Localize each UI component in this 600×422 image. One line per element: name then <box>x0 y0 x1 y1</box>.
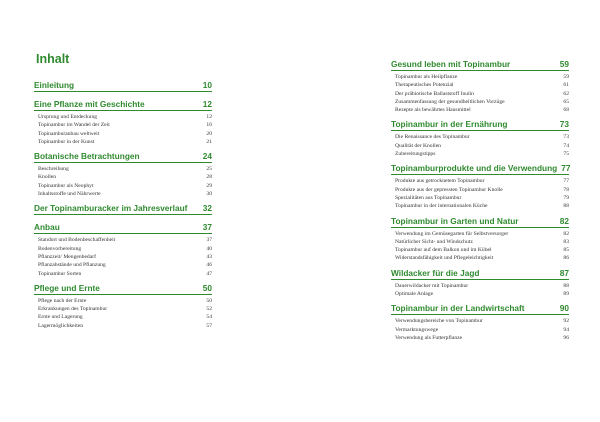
toc-entry-page: 59 <box>563 74 569 80</box>
toc-entry-title: Verwendung im Gemüsegarten für Selbstversorger <box>395 230 509 237</box>
toc-entry-title: Erkrankungen des Topinambur <box>38 306 108 313</box>
toc-entry-page: 79 <box>563 194 569 201</box>
toc-entry-title: Bodenvorbereitung <box>38 245 82 252</box>
toc-entry-page: 74 <box>563 142 569 149</box>
toc-entry-list <box>34 113 212 146</box>
toc-entry-title: Rezepte als bewährtes Hausmittel <box>395 107 471 114</box>
toc-entry-page: 65 <box>563 98 569 105</box>
toc-section-title: Botanische Betrachtungen <box>34 151 140 162</box>
toc-section-page: 12 <box>202 99 212 109</box>
toc-entry-list <box>391 133 569 158</box>
toc-entry[interactable] <box>34 130 212 138</box>
toc-entry[interactable] <box>391 90 569 98</box>
page-title: Inhalt <box>36 52 70 66</box>
toc-entry-title: Spezialitäten aus Topinambur <box>395 194 462 201</box>
toc-right-column <box>391 59 569 347</box>
toc-entry-title: Topinambur in der Kunst <box>38 138 95 145</box>
toc-section <box>34 283 212 330</box>
toc-entry-title: Vermarktungswege <box>395 326 439 333</box>
toc-section-page: 59 <box>559 59 569 69</box>
toc-entry-page: 89 <box>563 291 569 298</box>
toc-entry[interactable] <box>391 317 569 325</box>
toc-section-page: 10 <box>202 80 212 90</box>
toc-section <box>34 151 212 198</box>
toc-entry[interactable] <box>391 202 569 210</box>
toc-entry-page: 46 <box>206 262 212 269</box>
toc-section-title: Topinambur in Garten und Natur <box>391 215 519 226</box>
toc-section <box>34 222 212 277</box>
toc-section-heading[interactable] <box>34 203 212 215</box>
toc-entry-page: 82 <box>563 230 569 237</box>
toc-section-heading[interactable] <box>34 99 212 111</box>
toc-entry-page: 21 <box>206 138 212 145</box>
toc-left-column <box>34 80 212 335</box>
toc-entry-title: Widerstandsfähigkeit und Pflegeleichtigkeit <box>395 255 494 262</box>
toc-section-heading[interactable] <box>391 303 569 315</box>
toc-entry-page: 85 <box>563 247 569 254</box>
toc-entry-title: Produkte aus getrocknetem Topinambur <box>395 178 485 185</box>
toc-entry-title: Therapeutisches Potenzial <box>395 82 454 89</box>
toc-entry-page: 37 <box>206 237 212 244</box>
toc-entry-title: Pflanzabstände und Pflanzung <box>38 262 106 269</box>
toc-entry-page: 12 <box>206 114 212 120</box>
toc-entry-page: 50 <box>206 297 212 304</box>
toc-entry-page: 30 <box>206 191 212 198</box>
toc-section-heading[interactable] <box>391 59 569 71</box>
toc-section <box>391 216 569 263</box>
toc-section-heading[interactable] <box>391 119 569 131</box>
toc-section-title: Pflege und Ernte <box>34 282 100 293</box>
toc-entry-title: Verwendung als Futterpflanze <box>395 334 463 341</box>
toc-entry-page: 47 <box>206 270 212 277</box>
toc-entry[interactable] <box>34 261 212 269</box>
toc-section-page: 77 <box>561 163 571 174</box>
toc-entry-title: Zusammenfassung der gesundheitlichen Vorzüge <box>395 98 505 105</box>
toc-section-title: Einleitung <box>34 80 75 90</box>
toc-section-title: Der Topinamburacker im Jahresverlauf <box>34 203 188 214</box>
toc-section-page: 73 <box>559 119 569 130</box>
toc-entry-title: Topinambur auf dem Balkon und im Kübel <box>395 247 492 254</box>
toc-entry[interactable] <box>391 254 569 262</box>
toc-entry[interactable] <box>391 142 569 150</box>
toc-entry-title: Qualität der Knollen <box>395 142 441 149</box>
toc-entry[interactable] <box>391 106 569 114</box>
toc-section <box>34 99 212 146</box>
toc-entry-title: Dauerwildacker mit Topinambur <box>395 282 469 289</box>
toc-entry[interactable] <box>34 245 212 253</box>
toc-entry-page: 77 <box>563 178 569 185</box>
toc-entry-page: 25 <box>206 166 212 173</box>
toc-section-heading[interactable] <box>391 163 569 175</box>
toc-entry[interactable] <box>34 305 212 313</box>
toc-entry-page: 61 <box>563 82 569 89</box>
toc-entry[interactable] <box>391 238 569 246</box>
toc-section-page: 32 <box>202 203 212 214</box>
toc-section-heading[interactable] <box>34 222 212 234</box>
toc-entry-page: 96 <box>563 334 569 341</box>
toc-entry-list <box>34 297 212 330</box>
toc-entry-title: Optimale Anlage <box>395 291 434 298</box>
toc-entry-page: 75 <box>563 151 569 158</box>
toc-section-page: 50 <box>202 282 212 293</box>
toc-entry[interactable] <box>391 282 569 290</box>
toc-section <box>34 80 212 92</box>
toc-entry-title: Topinambur im Wandel der Zeit <box>38 122 110 129</box>
toc-entry-title: Topinambur in der internationalen Küche <box>395 203 488 210</box>
toc-entry-list <box>391 230 569 263</box>
toc-section-title: Eine Pflanze mit Geschichte <box>34 99 145 109</box>
toc-entry-page: 78 <box>563 186 569 193</box>
toc-entry-title: Ursprung und Entdeckung <box>38 114 98 120</box>
toc-entry-page: 88 <box>563 282 569 289</box>
toc-entry[interactable] <box>34 270 212 278</box>
toc-entry[interactable] <box>391 334 569 342</box>
toc-entry-page: 62 <box>563 90 569 97</box>
toc-entry[interactable] <box>34 121 212 129</box>
toc-entry-page: 83 <box>563 238 569 245</box>
toc-section <box>34 203 212 215</box>
toc-section-heading[interactable] <box>34 80 212 92</box>
toc-entry-title: Topinamburanbau weltweit <box>38 130 100 137</box>
toc-section-page: 82 <box>559 215 569 226</box>
toc-entry-page: 57 <box>206 322 212 329</box>
toc-entry[interactable] <box>391 326 569 334</box>
toc-entry-page: 68 <box>563 107 569 114</box>
toc-section-page: 90 <box>559 303 569 314</box>
toc-entry-page: 28 <box>206 174 212 181</box>
toc-entry[interactable] <box>391 177 569 185</box>
toc-entry[interactable] <box>34 253 212 261</box>
toc-section <box>391 268 569 299</box>
toc-entry-title: Pflege nach der Ernte <box>38 297 87 304</box>
toc-entry-title: Topinambur als Heilpflanze <box>395 74 458 80</box>
toc-entry-title: Standort und Bodenbeschaffenheit <box>38 237 116 244</box>
toc-entry[interactable] <box>391 230 569 238</box>
toc-section <box>391 163 569 210</box>
toc-section-title: Topinambur in der Landwirtschaft <box>391 303 525 314</box>
toc-section-heading[interactable] <box>34 151 212 163</box>
toc-section <box>391 303 569 342</box>
toc-section-page: 87 <box>559 267 569 278</box>
toc-section-title: Gesund leben mit Topinambur <box>391 59 511 69</box>
toc-entry[interactable] <box>34 182 212 190</box>
toc-entry-list <box>34 236 212 277</box>
toc-entry[interactable] <box>34 313 212 321</box>
toc-entry[interactable] <box>34 297 212 305</box>
toc-entry-page: 29 <box>206 182 212 189</box>
toc-entry-page: 43 <box>206 253 212 260</box>
toc-entry[interactable] <box>391 186 569 194</box>
toc-entry[interactable] <box>391 133 569 141</box>
toc-entry-title: Topinambur als Neophyt <box>38 182 94 189</box>
toc-entry[interactable] <box>391 246 569 254</box>
toc-entry-title: Inhaltsstoffe und Nährwerte <box>38 191 101 198</box>
toc-section-title: Topinamburprodukte und die Verwendung <box>391 163 558 174</box>
toc-entry[interactable] <box>34 113 212 121</box>
toc-section-heading[interactable] <box>391 216 569 228</box>
toc-entry-page: 54 <box>206 314 212 321</box>
toc-entry-page: 88 <box>563 203 569 210</box>
toc-entry-title: Knollen <box>38 174 57 181</box>
toc-section-title: Wildacker für die Jagd <box>391 267 480 278</box>
toc-entry-title: Topinambur Sorten <box>38 270 82 277</box>
toc-entry[interactable] <box>391 150 569 158</box>
toc-entry-title: Die Renaissance des Topinambur <box>395 134 470 141</box>
toc-section-page: 24 <box>202 151 212 162</box>
toc-entry[interactable] <box>391 98 569 106</box>
toc-entry[interactable] <box>34 236 212 244</box>
toc-entry[interactable] <box>391 194 569 202</box>
toc-section <box>391 59 569 114</box>
toc-entry-title: Produkte aus der gepressten Topinambur Knolle <box>395 186 503 193</box>
toc-entry[interactable] <box>34 138 212 146</box>
toc-entry-page: 40 <box>206 245 212 252</box>
toc-entry-title: Zubereitungstipps <box>395 151 436 158</box>
toc-entry-title: Der präbiotische Ballaststoff Inulin <box>395 90 474 97</box>
toc-entry[interactable] <box>34 173 212 181</box>
toc-section-heading[interactable] <box>34 283 212 295</box>
toc-entry-title: Natürlicher Sicht- und Windschutz <box>395 238 473 245</box>
toc-entry-list <box>34 165 212 198</box>
toc-entry-list <box>391 317 569 342</box>
toc-entry-title: Lagermöglichkeiten <box>38 322 84 329</box>
toc-entry-page: 16 <box>206 122 212 129</box>
toc-entry[interactable] <box>391 290 569 298</box>
toc-entry-page: 52 <box>206 306 212 313</box>
toc-entry-list <box>391 177 569 210</box>
toc-entry[interactable] <box>34 165 212 173</box>
toc-entry-page: 86 <box>563 255 569 262</box>
toc-entry-page: 20 <box>206 130 212 137</box>
toc-entry-title: Pflanzzeit/ Mengenbedarf <box>38 253 96 260</box>
toc-entry-title: Beschreibung <box>38 166 69 173</box>
toc-section-title: Anbau <box>34 222 60 233</box>
toc-entry-title: Ernte und Lagerung <box>38 314 83 321</box>
toc-entry-page: 92 <box>563 318 569 325</box>
toc-entry[interactable] <box>391 81 569 89</box>
toc-entry-title: Verwendungsbereiche von Topinambur <box>395 318 483 325</box>
toc-entry[interactable] <box>34 322 212 330</box>
toc-entry[interactable] <box>34 190 212 198</box>
toc-section-heading[interactable] <box>391 268 569 280</box>
toc-entry-list <box>391 282 569 299</box>
toc-entry[interactable] <box>391 73 569 81</box>
toc-entry-page: 73 <box>563 134 569 141</box>
toc-section-title: Topinambur in der Ernährung <box>391 119 508 130</box>
toc-section-page: 37 <box>202 222 212 233</box>
toc-entry-list <box>391 73 569 114</box>
toc-section <box>391 119 569 158</box>
toc-entry-page: 94 <box>563 326 569 333</box>
